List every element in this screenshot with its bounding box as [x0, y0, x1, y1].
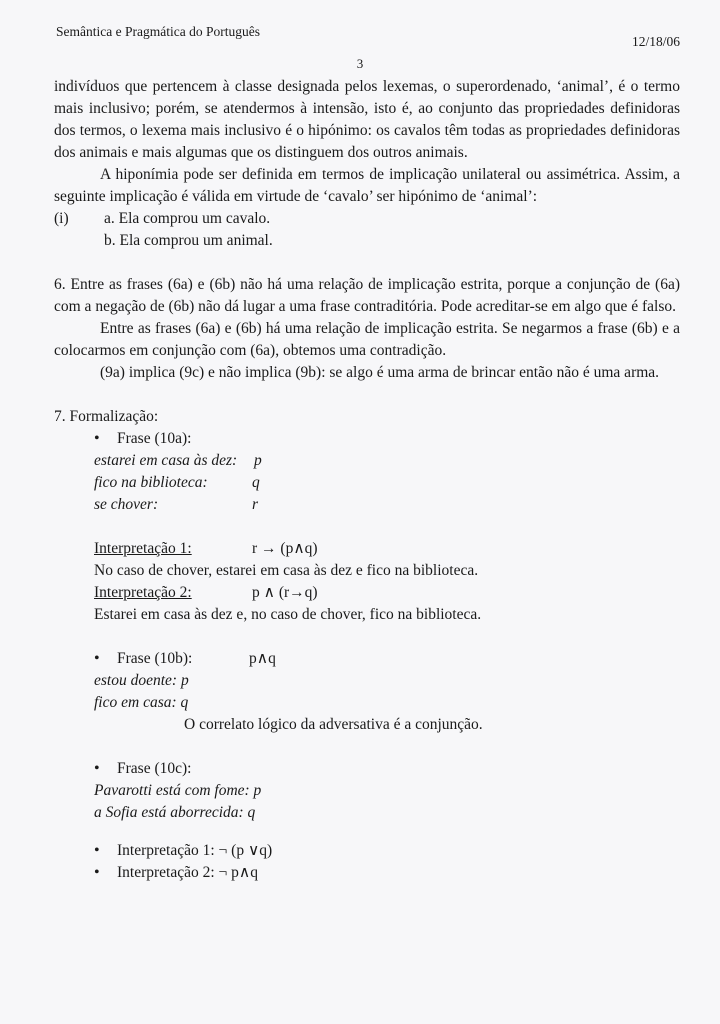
proposition-var: r: [252, 496, 259, 513]
interpretation-1-line: [94, 538, 680, 560]
section-7-title: 7. Formalização:: [54, 408, 159, 425]
frase-10b-block: [94, 648, 680, 736]
interpretation-1-label: Interpretação 1:: [94, 540, 192, 557]
interpretation-2-line: [94, 582, 680, 604]
proposition-line: fico em casa: q: [94, 694, 189, 711]
adversative-note: O correlato lógico da adversativa é a conjunção.: [184, 716, 483, 733]
interpretation-2-formula: p ∧ (r→q): [252, 584, 318, 601]
header-date: 12/18/06: [631, 34, 680, 49]
proposition-line: a Sofia está aborrecida: q: [94, 804, 256, 821]
example-label: (i): [54, 210, 69, 227]
proposition-var: p: [254, 452, 262, 469]
proposition-var: q: [252, 474, 260, 491]
example-a: a. Ela comprou um cavalo.: [104, 210, 271, 227]
proposition-text: estarei em casa às dez:: [94, 452, 238, 469]
course-title: Semântica e Pragmática do Português: [56, 24, 260, 39]
section-6-paragraph-1: 6. Entre as frases (6a) e (6b) não há uma relação de implicação estrita, porque a conjunção de (6a) com a negação de (6b) não dá lugar a uma frase contraditória. Pode acreditar-se em algo que é falso.: [54, 276, 680, 315]
proposition-text: se chover:: [94, 496, 159, 513]
frase-10a-block: [94, 428, 680, 626]
frase-10c-label: • Frase (10c):: [94, 758, 680, 780]
page-number: 3: [356, 56, 364, 71]
proposition-line: estou doente: p: [94, 672, 189, 689]
frase-10c-interpretation-2: • Interpretação 2: ¬ p∧q: [94, 862, 680, 884]
interpretation-2-label: Interpretação 2:: [94, 584, 192, 601]
section-6-paragraph-2: Entre as frases (6a) e (6b) há uma relação de implicação estrita. Se negarmos a frase (6b) e a colocarmos em conjunção com (6a), obtemos uma contradição.: [54, 320, 680, 359]
document-body: [54, 76, 680, 884]
proposition-text: fico na biblioteca:: [94, 474, 208, 491]
paragraph-hyponymy-implication: A hiponímia pode ser definida em termos de implicação unilateral ou assimétrica. Assim, a seguinte implicação é válida em virtude de ‘cavalo’ ser hipónimo de ‘animal’:: [54, 166, 680, 205]
proposition-row: [94, 450, 680, 472]
frase-10b-label: Frase (10b):: [117, 650, 193, 667]
proposition-row: [94, 494, 680, 516]
section-6-paragraph-3: (9a) implica (9c) e não implica (9b): se algo é uma arma de brincar então não é uma arma.: [100, 364, 660, 381]
frase-10c-block: [94, 758, 680, 884]
interpretation-2-text: Estarei em casa às dez e, no caso de chover, fico na biblioteca.: [94, 606, 482, 623]
interpretation-1-text: No caso de chover, estarei em casa às dez e fico na biblioteca.: [94, 562, 479, 579]
frase-10c-interpretation-1: • Interpretação 1: ¬ (p ∨q): [94, 840, 680, 862]
frase-10b-line: [94, 648, 680, 670]
proposition-line: Pavarotti está com fome: p: [94, 782, 262, 799]
example-b: b. Ela comprou um animal.: [104, 232, 273, 249]
example-i: [54, 208, 680, 252]
interpretation-1-formula: r → (p∧q): [252, 540, 318, 557]
frase-10a-label: • Frase (10a):: [94, 428, 680, 450]
paragraph-hyponymy-intro: indivíduos que pertencem à classe designada pelos lexemas, o superordenado, ‘animal’, é o termo mais inclusivo; porém, se atendermos à intensão, isto é, ao conjunto das propriedades definidoras dos termos, o lexema mais inclusivo é o hipónimo: os cavalos têm todas as propriedades definidoras dos animais e mais algumas que os distinguem dos outros animais.: [54, 78, 680, 161]
proposition-row: [94, 472, 680, 494]
frase-10b-formula: p∧q: [249, 650, 276, 667]
